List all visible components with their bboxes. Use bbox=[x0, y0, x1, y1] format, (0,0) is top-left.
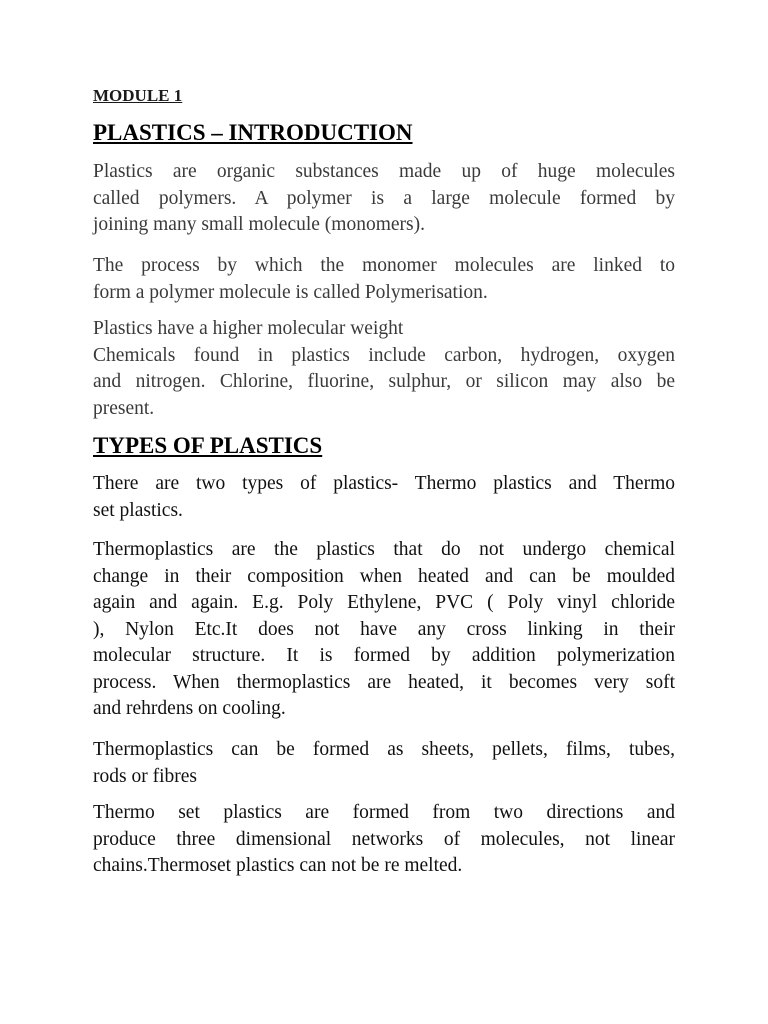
text-line: and nitrogen. Chlorine, fluorine, sulphur, or silicon may also be bbox=[93, 371, 675, 392]
text-line: ), Nylon Etc.It does not have any cross linking in their bbox=[93, 618, 675, 640]
text-line: There are two types of plastics- Thermo plastics and Thermo bbox=[93, 473, 675, 494]
intro-paragraph-definition bbox=[93, 159, 675, 239]
types-paragraph-overview bbox=[93, 471, 675, 524]
text-line: change in their composition when heated and can be moulded bbox=[93, 565, 675, 587]
text-line: again and again. E.g. Poly Ethylene, PVC ( Poly vinyl chloride bbox=[93, 592, 675, 613]
text-line: called polymers. A polymer is a large molecule formed by bbox=[93, 187, 675, 209]
text-line: Thermo set plastics are formed from two directions and bbox=[93, 802, 675, 823]
text-line: produce three dimensional networks of molecules, not linear bbox=[93, 828, 675, 850]
section-heading-types: TYPES OF PLASTICS bbox=[93, 433, 323, 458]
section-heading-introduction: PLASTICS – INTRODUCTION bbox=[93, 120, 413, 145]
text-line: joining many small molecule (monomers). bbox=[93, 214, 425, 235]
text-line: Thermoplastics can be formed as sheets, pellets, films, tubes, bbox=[93, 739, 675, 760]
text-line: present. bbox=[93, 397, 155, 419]
text-line: chains.Thermoset plastics can not be re melted. bbox=[93, 855, 463, 876]
types-paragraph-thermoset bbox=[93, 800, 675, 880]
text-line: and rehrdens on cooling. bbox=[93, 698, 286, 719]
text-line: Plastics are organic substances made up of huge molecules bbox=[93, 161, 675, 182]
types-paragraph-thermoplastics bbox=[93, 537, 675, 723]
intro-paragraph-chemicals bbox=[93, 316, 675, 422]
text-line: set plastics. bbox=[93, 499, 183, 521]
text-line: Plastics have a higher molecular weight bbox=[93, 318, 404, 339]
text-line: The process by which the monomer molecules are linked to bbox=[93, 255, 675, 276]
module-label: MODULE 1 bbox=[93, 86, 183, 105]
text-line: rods or fibres bbox=[93, 765, 197, 787]
text-line: form a polymer molecule is called Polymerisation. bbox=[93, 281, 488, 303]
text-line: Thermoplastics are the plastics that do not undergo chemical bbox=[93, 539, 675, 560]
text-line: molecular structure. It is formed by addition polymerization bbox=[93, 645, 675, 666]
intro-paragraph-polymerisation bbox=[93, 253, 675, 306]
types-paragraph-forms bbox=[93, 737, 675, 790]
text-line: Chemicals found in plastics include carbon, hydrogen, oxygen bbox=[93, 344, 675, 366]
text-line: process. When thermoplastics are heated, it becomes very soft bbox=[93, 671, 675, 693]
